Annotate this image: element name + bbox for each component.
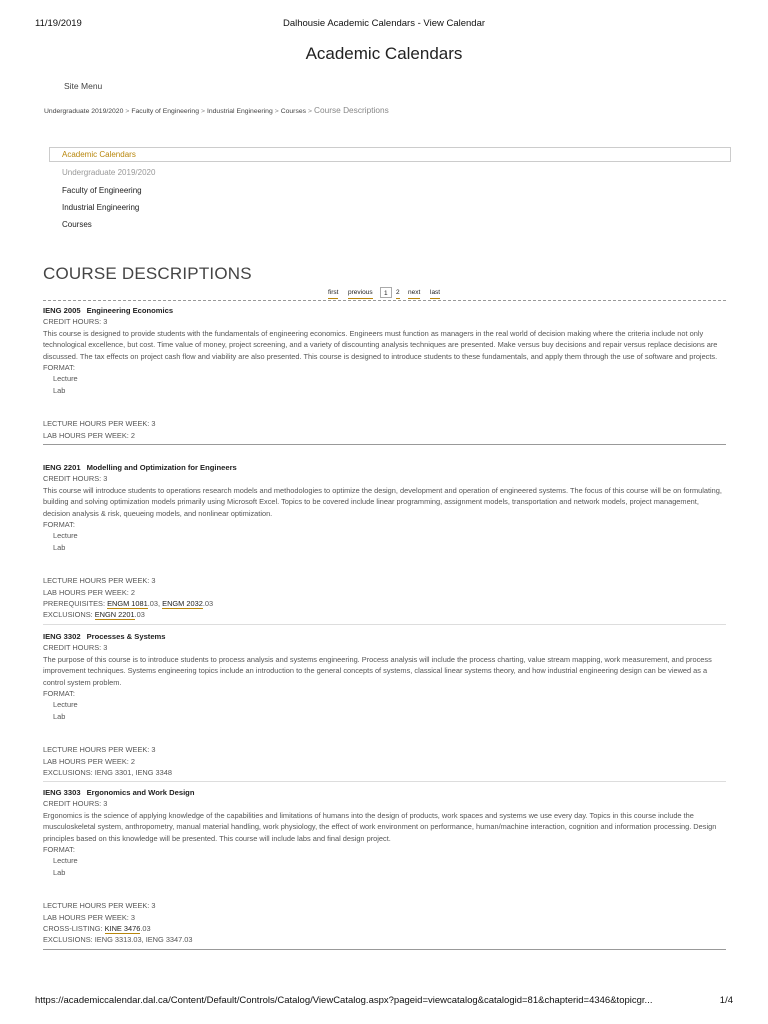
pager-previous[interactable]: previous (348, 287, 373, 299)
divider (43, 300, 726, 301)
pager-page-2[interactable]: 2 (396, 287, 400, 299)
course-ieng-3302 (43, 631, 726, 782)
course-title (43, 462, 726, 473)
format-label: FORMAT: (43, 845, 75, 855)
cross-listing-label: CROSS-LISTING: (43, 924, 105, 934)
print-url: https://academiccalendar.dal.ca/Content/Default/Controls/Catalog/ViewCatalog.aspx?pageid=viewcatalog&catalogid=81&chapterid=4346&topicgr... (35, 995, 653, 1006)
lecture-hours: LECTURE HOURS PER WEEK: 3 (43, 745, 156, 755)
nav-academic-calendars-label: Academic Calendars (62, 150, 136, 159)
format-label: FORMAT: (43, 520, 75, 530)
exclusions: EXCLUSIONS: IENG 3313.03, IENG 3347.03 (43, 935, 193, 945)
course-description: This course will introduce students to operations research models and methodologies to optimize the design, development and operation of engineered systems. The focus of this course will be on formulating, building and solving optimization models primarily using Microsoft Excel. Topics to be covered include linear programming, assignment models, transportation and network models, project management, decision analysis & risk, queueing models, and nonlinear optimization. (43, 485, 722, 518)
credit-hours: CREDIT HOURS: 3 (43, 799, 108, 809)
cross-listing-suffix: .03 (140, 924, 151, 934)
prereq-label: PREREQUISITES: (43, 599, 108, 609)
lecture-hours: LECTURE HOURS PER WEEK: 3 (43, 419, 156, 429)
course-title (43, 305, 726, 316)
breadcrumb-separator: > (274, 108, 279, 115)
print-date: 11/19/2019 (35, 18, 82, 29)
lab-hours: LAB HOURS PER WEEK: 2 (43, 430, 135, 440)
section-heading: COURSE DESCRIPTIONS (43, 264, 252, 283)
print-page-number: 1/4 (719, 995, 733, 1006)
breadcrumb-courses[interactable]: Courses (280, 108, 307, 115)
pager-next[interactable]: next (408, 287, 420, 299)
course-name: Engineering Economics (86, 306, 174, 315)
site-menu-link[interactable]: Site Menu (64, 81, 103, 91)
print-document-title: Dalhousie Academic Calendars - View Calendar (282, 18, 486, 29)
lab-hours: LAB HOURS PER WEEK: 2 (43, 756, 135, 766)
nav-item-faculty[interactable]: Faculty of Engineering (62, 186, 142, 195)
format-label: FORMAT: (43, 363, 75, 373)
exclusion-suffix: .03 (134, 610, 145, 620)
breadcrumb-industrial[interactable]: Industrial Engineering (206, 108, 273, 115)
prereq-suffix: .03, (147, 599, 163, 609)
course-code: IENG 2005 (43, 306, 81, 315)
format-lecture: Lecture (53, 531, 78, 541)
lab-hours: LAB HOURS PER WEEK: 2 (43, 587, 135, 597)
credit-hours: CREDIT HOURS: 3 (43, 317, 108, 327)
course-ieng-3303 (43, 787, 726, 950)
print-footer (35, 995, 733, 1007)
course-code: IENG 3303 (43, 788, 81, 797)
format-lab: Lab (53, 711, 66, 721)
nav-academic-calendars[interactable] (49, 147, 731, 162)
credit-hours: CREDIT HOURS: 3 (43, 474, 108, 484)
lecture-hours: LECTURE HOURS PER WEEK: 3 (43, 576, 156, 586)
pager-current: 1 (380, 287, 392, 298)
exclusion-link-engn-2201[interactable]: ENGN 2201 (94, 610, 135, 620)
credit-hours: CREDIT HOURS: 3 (43, 643, 108, 653)
course-ieng-2201 (43, 462, 726, 625)
divider (43, 444, 726, 445)
course-description: The purpose of this course is to introduce students to process analysis and systems engineering. Process analysis will include the process charting, value stream mapping, work measurement, and process improvement techniques. Systems engineering topics include an introduction to the general concepts of systems, classical linear systems theory, and how industrial engineering design can be viewed as a control system problem. (43, 654, 712, 687)
nav-item-undergraduate[interactable]: Undergraduate 2019/2020 (62, 168, 156, 177)
format-lab: Lab (53, 542, 66, 552)
course-title (43, 631, 726, 642)
exclusions: EXCLUSIONS: IENG 3301, IENG 3348 (43, 768, 172, 778)
divider (43, 949, 726, 950)
divider (43, 624, 726, 625)
exclusions (43, 609, 726, 620)
format-label: FORMAT: (43, 689, 75, 699)
format-lecture: Lecture (53, 856, 78, 866)
nav-item-courses[interactable]: Courses (62, 220, 92, 229)
course-name: Modelling and Optimization for Engineers (86, 463, 237, 472)
course-description: Ergonomics is the science of applying knowledge of the capabilities and limitations of humans into the design of products, work spaces and systems we use every day. Topics in this course include the musculoskeletal system, anthropometry, manual material handling, work physiology, the effect of work environment on performance, human/machine interaction, cognition and information processing. Design principles based on this knowledge will be presented. This course will include labs and final design project. (43, 810, 717, 843)
format-lecture: Lecture (53, 700, 78, 710)
breadcrumb-faculty[interactable]: Faculty of Engineering (131, 108, 199, 115)
breadcrumb-separator: > (201, 108, 205, 115)
course-name: Processes & Systems (86, 632, 166, 641)
course-code: IENG 2201 (43, 463, 81, 472)
lab-hours: LAB HOURS PER WEEK: 3 (43, 912, 135, 922)
course-description: This course is designed to provide students with the fundamentals of engineering economics. Engineers must function as managers in the real world of decision making where the criteria include not only technological excellence, but cost. Time value of money, project screening, and a variety of discounting analysis techniques are presented. Make versus buy decisions and repair versus replace decisions are discussed. The tax effects on project cash flow and viability are also presented. This course is designed to introduce students to these fundamentals, and apply them through the use of software and projects. (43, 328, 718, 361)
breadcrumb-separator: > (125, 108, 130, 115)
exclusions-label: EXCLUSIONS: (43, 610, 95, 620)
print-header (35, 18, 733, 30)
cross-listing-link-kine-3476[interactable]: KINE 3476 (104, 924, 141, 934)
breadcrumb (44, 105, 389, 115)
divider (43, 781, 726, 782)
breadcrumb-undergraduate[interactable]: Undergraduate 2019/2020 (44, 108, 124, 115)
page-title: Academic Calendars (305, 44, 463, 63)
pager-last[interactable]: last (430, 287, 440, 299)
course-name: Ergonomics and Work Design (86, 788, 195, 797)
format-lecture: Lecture (53, 374, 78, 384)
prereq-link-engm-1081[interactable]: ENGM 1081 (107, 599, 148, 609)
prerequisites (43, 598, 726, 609)
prereq-suffix: .03 (202, 599, 214, 609)
nav-item-industrial[interactable]: Industrial Engineering (62, 203, 140, 212)
breadcrumb-separator: > (308, 108, 313, 115)
cross-listing (43, 923, 726, 934)
course-title (43, 787, 726, 798)
pager-first[interactable]: first (328, 287, 338, 299)
course-ieng-2005 (43, 305, 726, 445)
format-lab: Lab (53, 867, 66, 877)
course-code: IENG 3302 (43, 632, 81, 641)
format-lab: Lab (53, 385, 66, 395)
lecture-hours: LECTURE HOURS PER WEEK: 3 (43, 901, 156, 911)
breadcrumb-current: Course Descriptions (314, 105, 389, 115)
prereq-link-engm-2032[interactable]: ENGM 2032 (162, 599, 203, 609)
